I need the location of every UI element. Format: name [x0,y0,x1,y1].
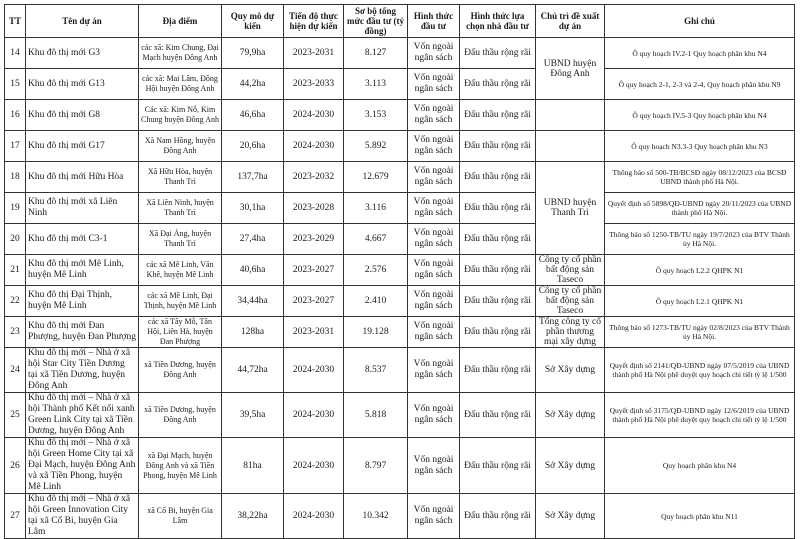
cell-tt: 24 [5,348,26,393]
cell-tt: 25 [5,393,26,438]
cell-selection: Đấu thầu rộng rãi [460,100,536,131]
cell-scale: 81ha [222,438,284,494]
cell-note: Quy hoạch phân khu N4 [605,438,795,494]
cell-name: Khu đô thị mới xã Liên Ninh [26,193,139,224]
table-row [5,193,795,224]
cell-form: Vốn ngoài ngân sách [408,348,460,393]
table-row [5,162,795,193]
table-row [5,393,795,438]
cell-capital: 8.537 [344,348,408,393]
cell-owner: Công ty cổ phần bất động sản Taseco [536,255,605,286]
cell-progress: 2023-2033 [284,69,344,100]
cell-selection: Đấu thầu rộng rãi [460,255,536,286]
cell-location: các xã Mê Linh, Đại Thịnh, huyện Mê Linh [139,286,222,317]
cell-name: Khu đô thị mới Hữu Hòa [26,162,139,193]
header-progress: Tiến độ thực hiện dự kiến [284,5,344,38]
cell-progress: 2024-2030 [284,131,344,162]
header-owner: Chủ trì đề xuất dự án [536,5,605,38]
header-form: Hình thức đầu tư [408,5,460,38]
table-row [5,494,795,539]
cell-capital: 8.127 [344,38,408,69]
table-row [5,317,795,348]
cell-selection: Đấu thầu rộng rãi [460,438,536,494]
cell-note: Thông báo số 1273-TB/TU ngày 02/8/2023 của BTV Thành ủy Hà Nội. [605,317,795,348]
cell-note: Ô quy hoạch N3.3-3 Quy hoạch phân khu N3 [605,131,795,162]
cell-progress: 2023-2031 [284,317,344,348]
table-row [5,286,795,317]
table-row [5,69,795,100]
cell-owner: Sở Xây dựng [536,348,605,393]
cell-progress: 2023-2027 [284,255,344,286]
cell-location: xã Cổ Bi, huyện Gia Lâm [139,494,222,539]
cell-note: Ô quy hoạch 2-1, 2-3 và 2-4, Quy hoạch phân khu N9 [605,69,795,100]
cell-note: Ô quy hoạch L2.2 QHPK N1 [605,255,795,286]
cell-capital: 3.116 [344,193,408,224]
cell-progress: 2024-2030 [284,438,344,494]
cell-location: các xã Mê Linh, Văn Khê, huyện Mê Linh [139,255,222,286]
cell-form: Vốn ngoài ngân sách [408,224,460,255]
cell-selection: Đấu thầu rộng rãi [460,162,536,193]
cell-tt: 17 [5,131,26,162]
cell-progress: 2024-2030 [284,494,344,539]
header-tt: TT [5,5,26,38]
cell-capital: 10.342 [344,494,408,539]
header-scale: Quy mô dự kiến [222,5,284,38]
cell-scale: 39,5ha [222,393,284,438]
cell-owner: UBND huyện Đông Anh [536,38,605,100]
cell-name: Khu đô thị mới G8 [26,100,139,131]
cell-name: Khu đô thị mới – Nhà ở xã hội Green Innovation City tại xã Cổ Bi, huyện Gia Lâm [26,494,139,539]
cell-tt: 20 [5,224,26,255]
cell-owner [536,100,605,131]
cell-note: Ô quy hoạch IV.2-1 Quy hoạch phân khu N4 [605,38,795,69]
cell-capital: 3.113 [344,69,408,100]
cell-location: Xã Nam Hồng, huyện Đông Anh [139,131,222,162]
cell-selection: Đấu thầu rộng rãi [460,317,536,348]
cell-scale: 20,6ha [222,131,284,162]
cell-progress: 2024-2030 [284,100,344,131]
cell-location: Xã Liên Ninh, huyện Thanh Trì [139,193,222,224]
cell-selection: Đấu thầu rộng rãi [460,38,536,69]
cell-note: Quyết định số 5898/QĐ-UBND ngày 20/11/2023 của UBND thành phố Hà Nội. [605,193,795,224]
cell-owner [536,131,605,162]
cell-tt: 19 [5,193,26,224]
table-body [5,38,795,539]
cell-owner: UBND huyện Thanh Trì [536,162,605,255]
cell-name: Khu đô thị mới G17 [26,131,139,162]
cell-progress: 2023-2029 [284,224,344,255]
cell-form: Vốn ngoài ngân sách [408,255,460,286]
table-row [5,224,795,255]
cell-owner: Sở Xây dựng [536,494,605,539]
cell-name: Khu đô thị mới – Nhà ở xã hội Star City Tiền Dương tại xã Tiền Dương, huyện Đông Anh [26,348,139,393]
table-row [5,438,795,494]
cell-selection: Đấu thầu rộng rãi [460,69,536,100]
cell-tt: 16 [5,100,26,131]
table-row [5,38,795,69]
cell-scale: 27,4ha [222,224,284,255]
cell-tt: 21 [5,255,26,286]
cell-capital: 4.667 [344,224,408,255]
cell-selection: Đấu thầu rộng rãi [460,348,536,393]
cell-progress: 2023-2027 [284,286,344,317]
cell-name: Khu đô thị mới C3-1 [26,224,139,255]
cell-selection: Đấu thầu rộng rãi [460,494,536,539]
cell-capital: 2.410 [344,286,408,317]
cell-location: Xã Đại Áng, huyện Thanh Trì [139,224,222,255]
cell-location: các xã Tây Mỗ, Tân Hội, Liên Hà, huyện Đan Phượng [139,317,222,348]
cell-note: Thông báo số 500-TB/BCSĐ ngày 08/12/2023 của BCSĐ UBND thành phố Hà Nội. [605,162,795,193]
cell-tt: 18 [5,162,26,193]
cell-capital: 3.153 [344,100,408,131]
header-name: Tên dự án [26,5,139,38]
cell-form: Vốn ngoài ngân sách [408,131,460,162]
cell-form: Vốn ngoài ngân sách [408,494,460,539]
cell-selection: Đấu thầu rộng rãi [460,224,536,255]
header-location: Địa điểm [139,5,222,38]
cell-scale: 137,7ha [222,162,284,193]
header-capital: Sơ bộ tổng mức đầu tư (tỷ đồng) [344,5,408,38]
cell-capital: 12.679 [344,162,408,193]
cell-name: Khu đô thị Đại Thịnh, huyện Mê Linh [26,286,139,317]
cell-tt: 27 [5,494,26,539]
cell-form: Vốn ngoài ngân sách [408,438,460,494]
cell-progress: 2024-2030 [284,348,344,393]
cell-name: Khu đô thị mới G13 [26,69,139,100]
cell-note: Ô quy hoạch IV.5-3 Quy hoạch phân khu N4 [605,100,795,131]
cell-scale: 44,2ha [222,69,284,100]
cell-name: Khu đô thị mới G3 [26,38,139,69]
cell-name: Khu đô thị mới Mê Linh, huyện Mê Linh [26,255,139,286]
header-note: Ghi chú [605,5,795,38]
cell-capital: 8.797 [344,438,408,494]
cell-tt: 23 [5,317,26,348]
cell-note: Quyết định số 2141/QĐ-UBND ngày 07/5/2019 của UBND thành phố Hà Nội phê duyệt quy hoạch chi tiết tỷ lệ 1/500 [605,348,795,393]
cell-form: Vốn ngoài ngân sách [408,393,460,438]
table-row [5,131,795,162]
cell-form: Vốn ngoài ngân sách [408,317,460,348]
cell-name: Khu đô thị mới – Nhà ở xã hội Green Home City tại xã Đại Mạch, huyện Đông Anh và xã Tiền Phong, huyện Mê Linh [26,438,139,494]
cell-scale: 128ha [222,317,284,348]
cell-location: xã Tiền Dương, huyện Đông Anh [139,393,222,438]
cell-scale: 38,22ha [222,494,284,539]
cell-form: Vốn ngoài ngân sách [408,38,460,69]
cell-note: Thông báo số 1250-TB/TU ngày 19/7/2023 của BTV Thành ủy Hà Nội. [605,224,795,255]
cell-owner: Sở Xây dựng [536,438,605,494]
cell-capital: 2.576 [344,255,408,286]
cell-tt: 14 [5,38,26,69]
cell-scale: 44,72ha [222,348,284,393]
cell-tt: 22 [5,286,26,317]
cell-tt: 15 [5,69,26,100]
header-row [5,5,795,38]
cell-note: Quyết định số 3175/QĐ-UBND ngày 12/6/2019 của UBND thành phố Hà Nội phê duyệt quy hoạch chi tiết tỷ lệ 1/500 [605,393,795,438]
cell-form: Vốn ngoài ngân sách [408,193,460,224]
cell-scale: 79,9ha [222,38,284,69]
cell-selection: Đấu thầu rộng rãi [460,286,536,317]
cell-capital: 19.128 [344,317,408,348]
cell-scale: 40,6ha [222,255,284,286]
cell-form: Vốn ngoài ngân sách [408,100,460,131]
cell-form: Vốn ngoài ngân sách [408,286,460,317]
cell-form: Vốn ngoài ngân sách [408,69,460,100]
cell-note: Ô quy hoạch L2.1 QHPK N1 [605,286,795,317]
cell-capital: 5.892 [344,131,408,162]
project-table [4,4,795,539]
header-selection: Hình thức lựa chọn nhà đầu tư [460,5,536,38]
cell-selection: Đấu thầu rộng rãi [460,193,536,224]
cell-owner: Công ty cổ phần bất động sản Taseco [536,286,605,317]
cell-owner: Tổng công ty cổ phần thương mại xây dựng [536,317,605,348]
cell-name: Khu đô thị mới – Nhà ở xã hội Thành phố Kết nối xanh Green Link City tại xã Tiền Dương, huyện Đông Anh [26,393,139,438]
cell-location: các xã: Kim Chung, Đại Mạch huyện Đông Anh [139,38,222,69]
cell-owner: Sở Xây dựng [536,393,605,438]
cell-note: Quy hoạch phân khu N11 [605,494,795,539]
table-row [5,348,795,393]
cell-location: Xã Hữu Hòa, huyện Thanh Trì [139,162,222,193]
cell-selection: Đấu thầu rộng rãi [460,131,536,162]
cell-name: Khu đô thị mới Đan Phượng, huyện Đan Phượng [26,317,139,348]
cell-form: Vốn ngoài ngân sách [408,162,460,193]
table-row [5,100,795,131]
cell-selection: Đấu thầu rộng rãi [460,393,536,438]
cell-location: xã Đại Mạch, huyện Đông Anh và xã Tiền Phong, huyện Mê Linh [139,438,222,494]
cell-location: các xã: Mai Lâm, Đông Hội huyện Đông Anh [139,69,222,100]
cell-progress: 2023-2032 [284,162,344,193]
cell-progress: 2023-2031 [284,38,344,69]
cell-location: Các xã: Kim Nỗ, Kim Chung huyện Đông Anh [139,100,222,131]
cell-location: xã Tiền Dương, huyện Đông Anh [139,348,222,393]
cell-scale: 46,6ha [222,100,284,131]
cell-capital: 5.818 [344,393,408,438]
cell-tt: 26 [5,438,26,494]
cell-progress: 2023-2028 [284,193,344,224]
cell-progress: 2024-2030 [284,393,344,438]
cell-scale: 30,1ha [222,193,284,224]
table-row [5,255,795,286]
cell-scale: 34,44ha [222,286,284,317]
